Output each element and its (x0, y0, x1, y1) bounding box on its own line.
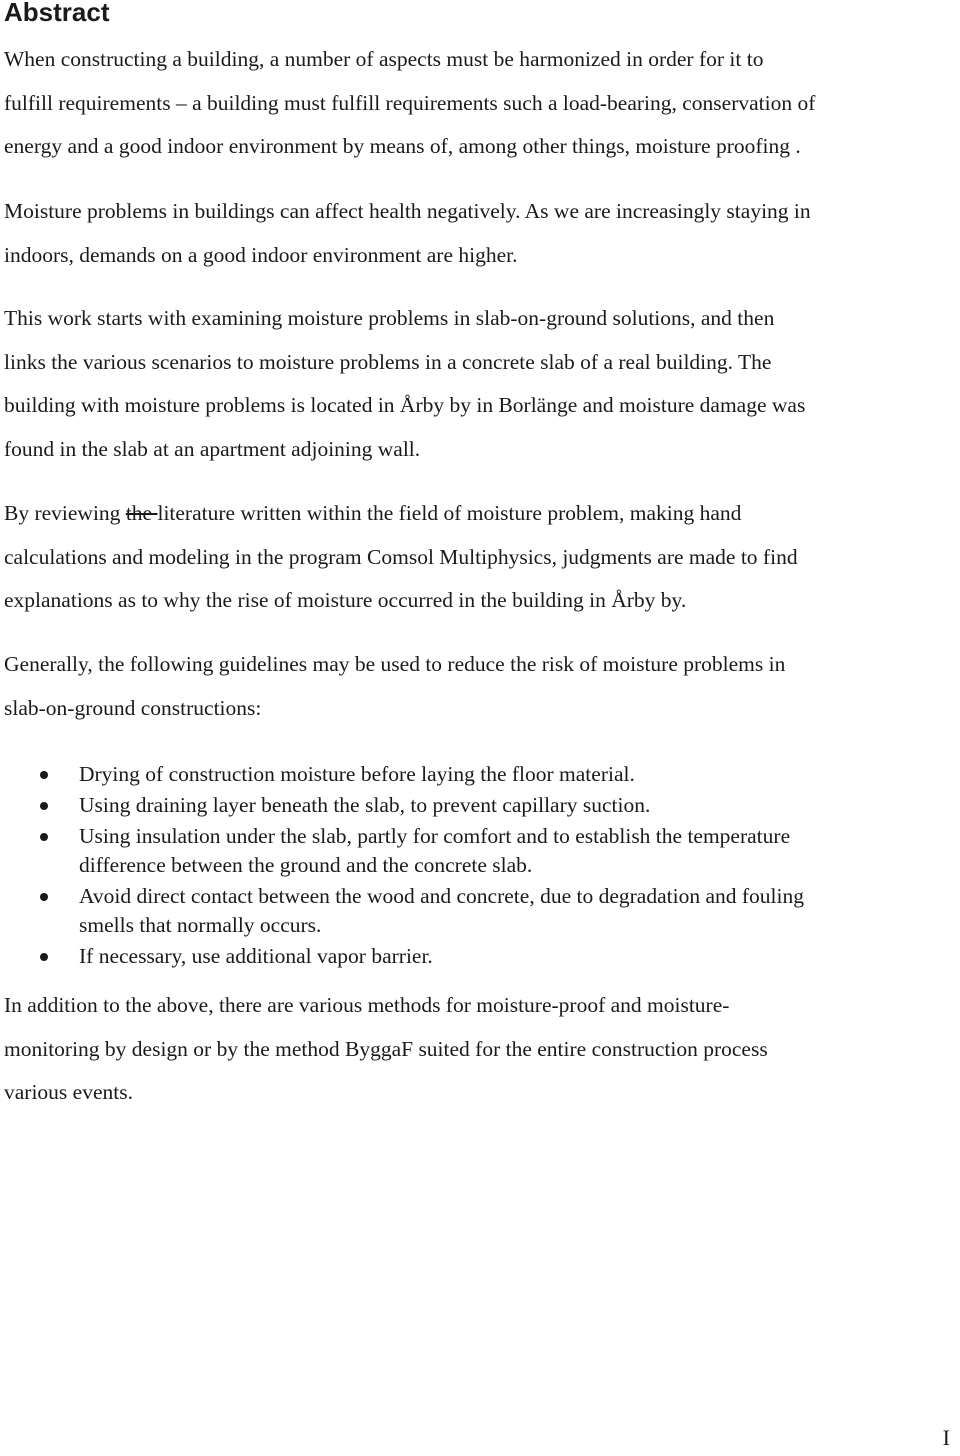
text-line: Moisture problems in buildings can affect health negatively. As we are increasingly staying in (4, 199, 811, 223)
text-line: Generally, the following guidelines may be used to reduce the risk of moisture problems in (4, 652, 786, 676)
text-line: Avoid direct contact between the wood and concrete, due to degradation and fouling (79, 884, 804, 908)
text-line: Using insulation under the slab, partly for comfort and to establish the temperature (79, 824, 791, 848)
paragraph-health (4, 190, 958, 277)
bullet-icon (40, 893, 48, 901)
list-item (0, 760, 960, 789)
text-line (4, 492, 958, 536)
text-line: various events. (4, 1080, 133, 1104)
text-line: links the various scenarios to moisture problems in a concrete slab of a real building. The (4, 349, 772, 374)
bullet-icon (40, 953, 48, 961)
paragraph-conclusion (4, 984, 958, 1115)
paragraph-scope (4, 297, 958, 471)
text-line: smells that normally occurs. (79, 913, 322, 937)
text-line: building with moisture problems is located in Årby by in Borlänge and moisture damage was (4, 393, 806, 417)
text-line: Using draining layer beneath the slab, to prevent capillary suction. (79, 793, 651, 817)
text-line: found in the slab at an apartment adjoining wall. (4, 436, 421, 461)
paragraph-introduction (4, 38, 958, 169)
bullet-icon (40, 802, 48, 810)
paragraph-guidelines-intro (4, 643, 958, 730)
guidelines-list (0, 760, 960, 973)
text-line: difference between the ground and the concrete slab. (79, 853, 533, 877)
struck-text: the (125, 501, 158, 525)
text-line: This work starts with examining moisture problems in slab-on-ground solutions, and then (4, 306, 775, 330)
page-title: Abstract (4, 0, 110, 27)
text-line: energy and a good indoor environment by means of, among other things, moisture proofing . (4, 134, 801, 158)
list-item (0, 822, 960, 880)
text-line: slab-on-ground constructions: (4, 695, 262, 720)
paragraph-method (4, 492, 958, 623)
text-line: fulfill requirements – a building must fulfill requirements such a load-bearing, conservation of (4, 90, 816, 115)
text-line: Drying of construction moisture before laying the floor material. (79, 762, 635, 786)
page-number: I (942, 1425, 950, 1450)
text-fragment: literature written within the field of moisture problem, making hand (157, 501, 742, 525)
bullet-icon (40, 833, 48, 841)
list-item (0, 882, 960, 940)
text-line: indoors, demands on a good indoor environment are higher. (4, 242, 518, 267)
list-item (0, 942, 960, 971)
text-line: If necessary, use additional vapor barrier. (79, 944, 433, 968)
text-line: explanations as to why the rise of moisture occurred in the building in Årby by. (4, 588, 687, 612)
list-item (0, 791, 960, 820)
text-fragment: By reviewing (4, 501, 126, 525)
text-line: In addition to the above, there are various methods for moisture-proof and moisture- (4, 993, 730, 1017)
text-line: When constructing a building, a number of aspects must be harmonized in order for it to (4, 47, 764, 71)
text-line: monitoring by design or by the method ByggaF suited for the entire construction process (4, 1036, 768, 1061)
text-line: calculations and modeling in the program Comsol Multiphysics, judgments are made to find (4, 544, 798, 569)
bullet-icon (40, 771, 48, 779)
